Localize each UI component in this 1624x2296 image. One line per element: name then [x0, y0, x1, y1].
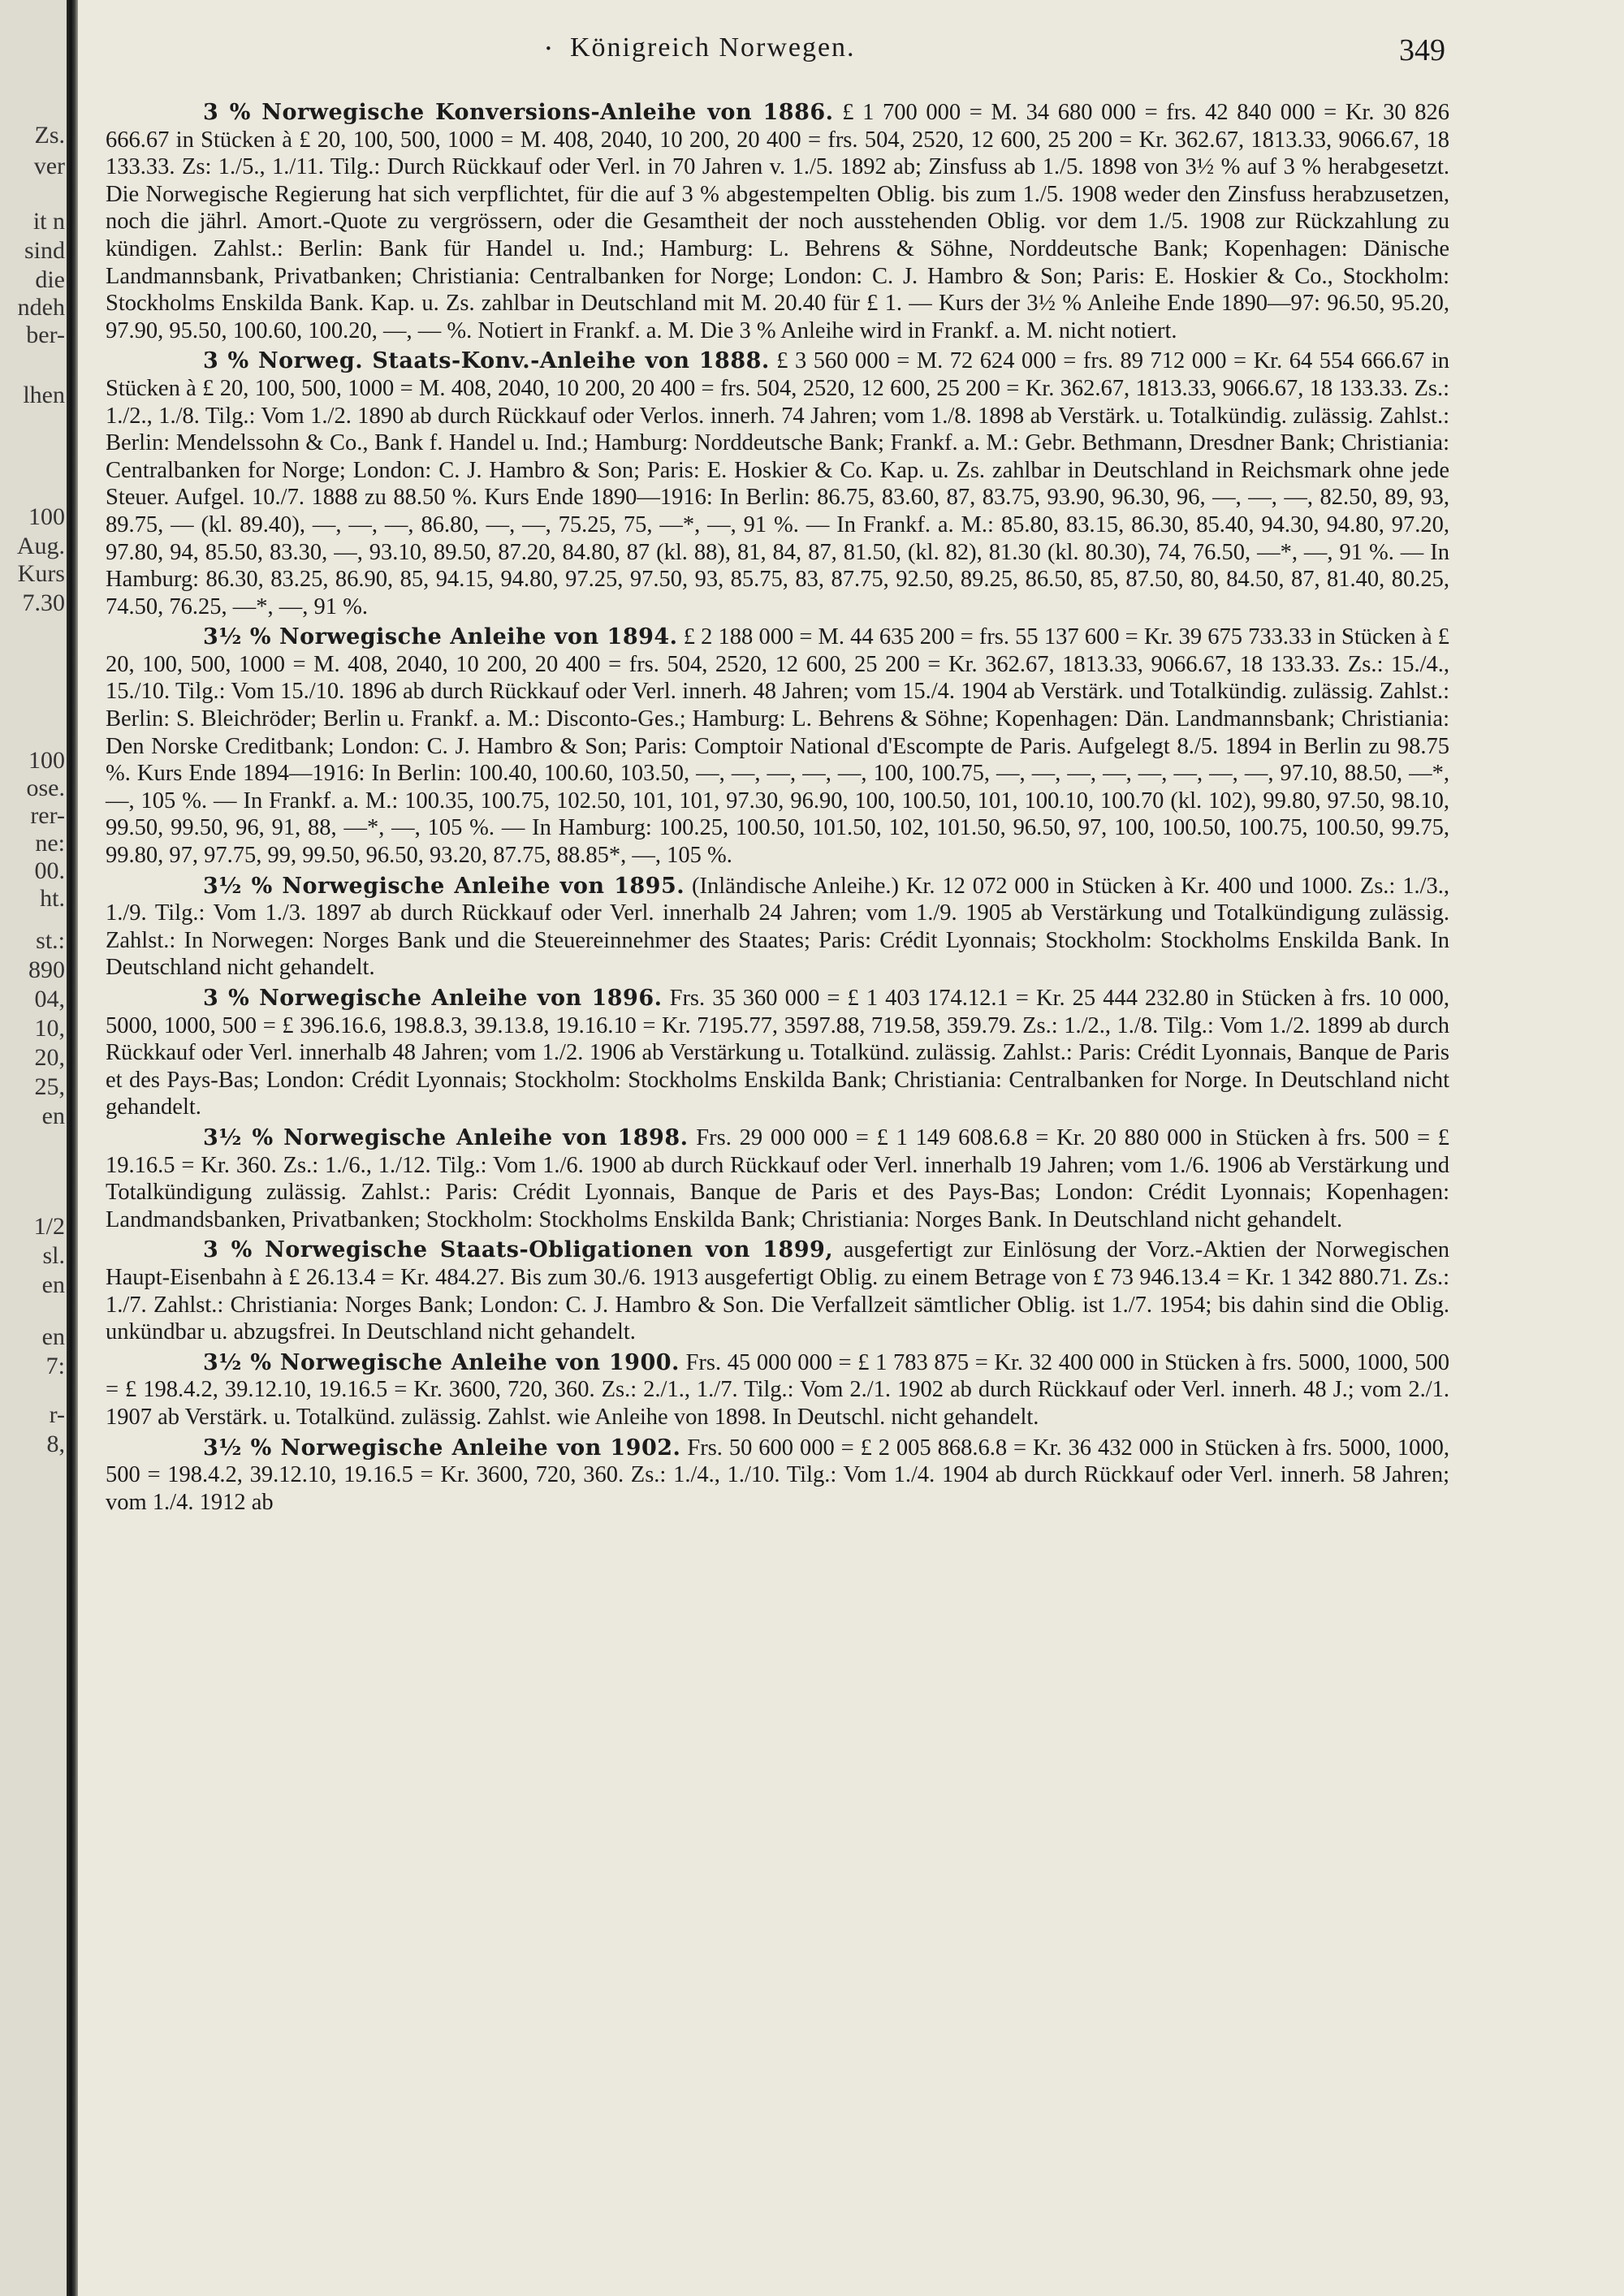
loan-entry-body: £ 1 700 000 = M. 34 680 000 = frs. 42 840 000 = Kr. 30 826 666.67 in Stücken à £ 20, 100, 500, 1000 = M. 408, 2040, 10 200, 20 400 = frs. 504, 2520, 12 600, 25 200 = Kr. 362.67, 1813.33, 9066.67, 18 133.33. Zs: 1./5., 1./11. Tilg.: Durch Rückkauf oder Verl. in 70 Jahren v. 1./5. 1892 ab; Zinsfuss ab 1./5. 1898 von 3½ % auf 3 % herabgesetzt. Die Norwegische Regierung hat sich verpflichtet, für die auf 3 % abgestempelten Oblig. bis zum 1./5. 1908 weder den Zinsfuss herabzusetzen, noch die jährl. Amort.-Quote zu vergrössern, oder die Gesamtheit der noch ausstehenden Oblig. vor dem 1./5. 1908 zur Rückzahlung zu kündigen. Zahlst.: Berlin: Bank für Handel u. Ind.; Hamburg: L. Behrens & Söhne, Norddeutsche Bank; Kopenhagen: Dänische Landmannsbank, Privatbanken; Christiania: Centralbanken for Norge; London: C. J. Hambro & Son; Paris: E. Hoskier & Co., Stockholm: Stockholms Enskilda Bank. Kap. u. Zs. zahlbar in Deutschland mit M. 20.40 für £ 1. — Kurs der 3½ % Anleihe Ende 1890—97: 96.50, 95.20, 97.90, 95.50, 100.60, 100.20, —, — %. Notiert in Frankf. a. M. Die 3 % Anleihe wird in Frankf. a. M. nicht notiert. [106, 100, 1449, 343]
loan-entry-title: 3½ % Norwegische Anleihe von 1898. [203, 1124, 689, 1150]
margin-fragment: ne: [35, 830, 65, 857]
running-title: Königreich Norwegen. [570, 32, 856, 63]
loan-entry [106, 99, 1449, 344]
margin-fragment: Kurs [17, 560, 65, 587]
loan-entry-title: 3 % Norwegische Staats-Obligationen von 1899, [203, 1237, 834, 1263]
margin-fragment: 100 [28, 747, 65, 774]
header-bullet: · [544, 32, 553, 65]
margin-fragment: it n [32, 208, 65, 235]
loan-entry-body: £ 3 560 000 = M. 72 624 000 = frs. 89 712 000 = Kr. 64 554 666.67 in Stücken à £ 20, 100, 500, 1000 = M. 408, 2040, 10 200, 20 400 = frs. 504, 2520, 12 600, 25 200 = Kr. 362.67, 1813.33, 9066.67, 18 133.33. Zs.: 1./2., 1./8. Tilg.: Vom 1./2. 1890 ab durch Rückkauf oder Verlos. innerh. 74 Jahren; vom 1./8. 1898 ab Verstärk. u. Totalkündig. zulässig. Zahlst.: Berlin: Mendelssohn & Co., Bank f. Handel u. Ind.; Hamburg: Norddeutsche Bank; Frankf. a. M.: Gebr. Bethmann, Dresdner Bank; Christiania: Centralbanken for Norge; London: C. J. Hambro & Son; Paris: E. Hoskier & Co. Kap. u. Zs. zahlbar in Deutschland in Reichsmark ohne jede Steuer. Aufgel. 10./7. 1888 zu 88.50 %. Kurs Ende 1890—1916: In Berlin: 86.75, 83.60, 87, 83.75, 93.90, 96.30, 96, —, —, —, 82.50, 89, 93, 89.75, — (kl. 89.40), —, —, —, 86.80, —, —, 75.25, 75, —*, —, 91 %. — In Frankf. a. M.: 85.80, 83.15, 86.30, 85.40, 94.30, 94.80, 97.20, 97.80, 94, 85.50, 83.30, —, 93.10, 89.50, 87.20, 84.80, 87 (kl. 88), 81, 84, 87, 81.50, (kl. 82), 81.30 (kl. 80.30), 74, 76.50, —*, —, 91 %. — In Hamburg: 86.30, 83.25, 86.90, 85, 94.15, 94.80, 97.25, 97.50, 93, 85.75, 83, 87.75, 92.50, 89.25, 86.50, 85, 87.50, 80, 84.50, 87, 81.40, 80.25, 74.50, 76.25, —*, —, 91 %. [106, 348, 1450, 619]
loan-entry-title: 3 % Norwegische Anleihe von 1896. [203, 986, 663, 1011]
loan-entry-body: Frs. 35 360 000 = £ 1 403 174.12.1 = Kr. 25 444 232.80 in Stücken à frs. 10 000, 5000, 1000, 500 = £ 396.16.6, 198.8.3, 39.13.8, 19.16.10 = Kr. 7195.77, 3597.88, 719.58, 359.79. Zs.: 1./2., 1./8. Tilg.: Vom 1./2. 1899 ab durch Rückkauf oder Verl. innerhalb 48 Jahren; vom 1./2. 1906 ab Verstärkung u. Totalkünd. zulässig. Zahlst.: Paris: Crédit Lyonnais, Banque de Paris et des Pays-Bas; London: Crédit Lyonnais; Stockholm: Stockholms Enskilda Bank; Christiania: Centralbanken for Norge. In Deutschland nicht gehandelt. [106, 986, 1449, 1120]
margin-fragment: ndeh [17, 294, 65, 321]
main-text [106, 99, 1449, 1519]
margin-fragment: Aug. [16, 533, 65, 559]
page-header [544, 32, 1445, 81]
margin-fragment: lhen [23, 382, 65, 408]
margin-fragment: 04, [34, 986, 65, 1012]
loan-entry [106, 347, 1449, 620]
margin-fragment: die [35, 266, 65, 293]
loan-entry-body: Frs. 29 000 000 = £ 1 149 608.6.8 = Kr. 20 880 000 in Stücken à frs. 500 = £ 19.16.5 = Kr. 360. Zs.: 1./6., 1./12. Tilg.: Vom 1./6. 1900 ab durch Rückkauf oder Verl. innerhalb 19 Jahren; vom 1./6. 1906 ab Verstärkung und Totalkündigung zulässig. Zahlst.: Paris: Crédit Lyonnais, Banque de Paris et des Pays-Bas; London: Crédit Lyonnais; Kopenhagen: Landmandsbanken, Privatbanken; Stockholm: Stockholms Enskilda Bank; Christiania: Norges Bank. In Deutschland nicht gehandelt. [106, 1124, 1450, 1232]
loan-entry-body: (Inländische Anleihe.) Kr. 12 072 000 in Stücken à Kr. 400 und 1000. Zs.: 1./3., 1./9. Tilg.: Vom 1./3. 1897 ab durch Rückkauf oder Verl. innerhalb 24 Jahren; vom 1./9. 1905 ab Verstärkung und Totalkündigung zulässig. Zahlst.: In Norwegen: Norges Bank und die Steuereinnehmer des Staates; Paris: Crédit Lyonnais; Stockholm: Stockholms Enskilda Bank. In Deutschland nicht gehandelt. [106, 873, 1450, 981]
loan-entry-body: Frs. 50 600 000 = £ 2 005 868.6.8 = Kr. 36 432 000 in Stücken à frs. 5000, 1000, 500 = 198.4.2, 39.12.10, 19.16.5 = Kr. 3600, 720, 360. Zs.: 1./4., 1./10. Tilg.: Vom 1./4. 1904 ab durch Rückkauf oder Verl. innerh. 58 Jahren; vom 1./4. 1912 ab [106, 1435, 1449, 1515]
margin-fragment: rer- [30, 802, 65, 829]
loan-entry [106, 873, 1449, 982]
loan-entry-body: £ 2 188 000 = M. 44 635 200 = frs. 55 137 600 = Kr. 39 675 733.33 in Stücken à £ 20, 100, 500, 1000 = M. 408, 2040, 10 200, 20 400 = frs. 504, 2520, 12 600, 25 200 = Kr. 362.67, 1813.33, 9066.67, 18 133.33. Zs.: 15./4., 15./10. Tilg.: Vom 15./10. 1896 ab durch Rückkauf oder Verl. innerh. 48 Jahren; vom 15./4. 1904 ab Verstärk. und Totalkündig. zulässig. Zahlst.: Berlin: S. Bleichröder; Berlin u. Frankf. a. M.: Disconto-Ges.; Hamburg: L. Behrens & Söhne; Kopenhagen: Dän. Landmannsbank; Christiania: Den Norske Creditbank; London: C. J. Hambro & Son; Paris: Comptoir National d'Escompte de Paris. Aufgelegt 8./5. 1894 in Berlin zu 98.75 %. Kurs Ende 1894—1916: In Berlin: 100.40, 100.60, 103.50, —, —, —, —, —, 100, 100.75, —, —, —, —, —, —, —, —, 97.10, 88.50, —*, —, 105 %. — In Frankf. a. M.: 100.35, 100.75, 102.50, 101, 101, 97.30, 96.90, 100, 100.50, 101, 100.10, 100.70 (kl. 102), 99.80, 97.50, 98.10, 99.50, 99.50, 96, 91, 88, —*, —, 105 %. — In Hamburg: 100.25, 100.50, 101.50, 102, 101.50, 96.50, 97, 100, 100.50, 100.75, 100.50, 99.75, 99.80, 97, 97.75, 99, 99.50, 96.50, 93.20, 87.75, 88.85*, —, 105 %. [106, 624, 1449, 869]
margin-fragment: sl. [42, 1242, 65, 1269]
margin-fragment: 7: [45, 1353, 65, 1379]
loan-entry-title: 3½ % Norwegische Anleihe von 1894. [203, 624, 678, 650]
adjacent-page-margin [0, 0, 67, 2296]
loan-entry [106, 1236, 1449, 1345]
loan-entry-title: 3½ % Norwegische Anleihe von 1895. [203, 873, 685, 899]
margin-fragment: 1/2 [33, 1213, 65, 1240]
margin-fragment: 7.30 [22, 589, 65, 616]
page-fold-shadow [67, 0, 78, 2296]
margin-fragment: 100 [28, 503, 65, 530]
margin-fragment: en [41, 1103, 65, 1129]
margin-fragment: ber- [26, 322, 65, 348]
loan-entry [106, 1435, 1449, 1517]
page-number: 349 [1399, 33, 1445, 67]
margin-fragment: ht. [40, 885, 65, 912]
margin-fragment: sind [24, 237, 65, 264]
margin-fragment: en [41, 1271, 65, 1298]
margin-fragment: 00. [34, 857, 65, 884]
loan-entry-body: ausgefertigt zur Einlösung der Vorz.-Aktien der Norwegischen Haupt-Eisenbahn à £ 26.13.4 = Kr. 484.27. Bis zum 30./6. 1913 ausgefertigt Oblig. zu einem Betrage von £ 73 946.13.4 = Kr. 1 342 880.71. Zs.: 1./7. Zahlst.: Christiania: Norges Bank; London: C. J. Hambro & Son. Die Verfallzeit sämtlicher Oblig. ist 1./7. 1954; bis dahin sind die Oblig. unkündbar u. abzugsfrei. In Deutschland nicht gehandelt. [106, 1237, 1449, 1345]
margin-fragment: 20, [34, 1044, 65, 1071]
loan-entry [106, 1124, 1449, 1233]
margin-fragment: 890 [28, 956, 65, 983]
margin-fragment: en [41, 1323, 65, 1350]
loan-entry-title: 3½ % Norwegische Anleihe von 1900. [203, 1349, 680, 1375]
margin-fragment: Zs. [34, 122, 65, 149]
loan-entry [106, 624, 1449, 869]
loan-entry-title: 3 % Norweg. Staats-Konv.-Anleihe von 1888. [203, 348, 770, 374]
margin-fragment: 25, [34, 1073, 65, 1100]
margin-fragment: st.: [36, 927, 65, 954]
loan-entry [106, 1349, 1449, 1431]
loan-entry-body: Frs. 45 000 000 = £ 1 783 875 = Kr. 32 400 000 in Stücken à frs. 5000, 1000, 500 = £ 198.4.2, 39.12.10, 19.16.5 = Kr. 3600, 720, 360. Zs.: 2./1., 1./7. Tilg.: Vom 2./1. 1902 ab durch Rückkauf oder Verl. innerh. 48 J.; vom 2./1. 1907 ab Verstärk. u. Totalkünd. zulässig. Zahlst. wie Anleihe von 1898. In Deutschl. nicht gehandelt. [106, 1349, 1449, 1430]
margin-fragment: r- [49, 1401, 65, 1428]
margin-fragment: ose. [26, 775, 65, 801]
loan-entry [106, 985, 1449, 1121]
margin-fragment: ver [33, 153, 65, 179]
margin-fragment: 10, [34, 1015, 65, 1042]
margin-fragment: 8, [46, 1431, 65, 1457]
loan-entry-title: 3 % Norwegische Konversions-Anleihe von 1886. [203, 100, 834, 125]
loan-entry-title: 3½ % Norwegische Anleihe von 1902. [203, 1435, 681, 1461]
